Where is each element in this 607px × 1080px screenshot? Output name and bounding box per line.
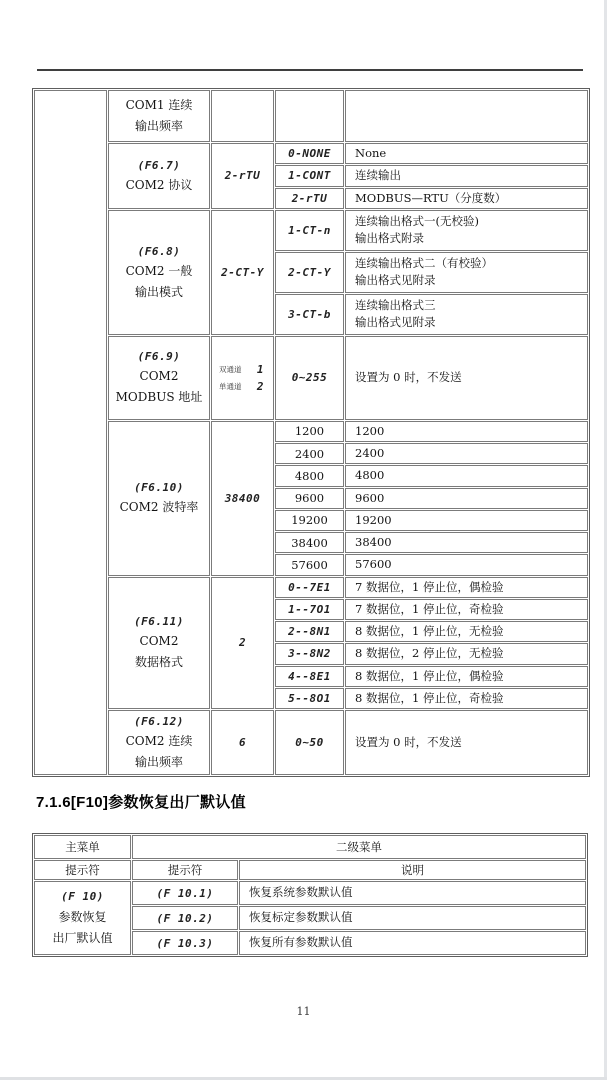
param-name-line: COM2 连续 <box>125 734 193 749</box>
default-cell <box>211 336 274 420</box>
channel-default-row <box>213 378 272 395</box>
option-code-cell: 5--8O1 <box>275 688 344 709</box>
default-cell: 2 <box>211 577 274 710</box>
param-name-line: MODBUS 地址 <box>115 390 203 405</box>
table-row <box>34 881 586 905</box>
table-row <box>34 90 588 142</box>
option-desc-cell: 19200 <box>345 510 588 531</box>
param-code: (F6.9) <box>137 350 181 364</box>
table-row <box>34 577 588 598</box>
param-name-line: 输出频率 <box>134 119 183 133</box>
param-name-cell <box>108 577 210 710</box>
option-code-cell: 4800 <box>275 465 344 486</box>
param-table <box>32 88 590 777</box>
param-name-cell <box>108 336 210 420</box>
option-desc-cell: MODBUS—RTU（分度数） <box>345 188 588 209</box>
table-header-row <box>34 835 586 859</box>
option-code-cell: 3-CT-b <box>275 294 344 335</box>
option-desc-cell: 1200 <box>345 421 588 442</box>
channel-default-row <box>213 361 272 378</box>
option-desc-cell <box>345 90 588 142</box>
option-code-cell: 0-NONE <box>275 143 344 164</box>
table-subheader-row <box>34 860 586 880</box>
table-row <box>34 210 588 251</box>
option-desc-cell: 连续输出 <box>345 165 588 186</box>
channel-label: 双通道 <box>219 364 242 374</box>
option-desc-cell: None <box>345 143 588 164</box>
default-cell <box>211 90 274 142</box>
param-name-cell <box>108 90 210 142</box>
option-desc-cell: 8 数据位，2 停止位，无检验 <box>345 643 588 664</box>
table-row <box>34 421 588 442</box>
param-name-line: 输出频率 <box>134 755 183 770</box>
option-code-cell: 4--8E1 <box>275 666 344 687</box>
option-code-cell: 1--7O1 <box>275 599 344 620</box>
main-menu-header: 主菜单 <box>34 835 131 859</box>
left-spacer-cell <box>34 90 107 775</box>
param-name-line: COM1 连续 <box>125 98 193 112</box>
option-desc-line: 输出格式见附录 <box>355 273 436 288</box>
param-code: (F 10) <box>61 890 104 904</box>
default-cell: 6 <box>211 710 274 775</box>
param-code: (F6.7) <box>137 158 181 172</box>
option-code-cell: 1-CT-n <box>275 210 344 251</box>
option-code-cell <box>275 90 344 142</box>
param-code: (F6.12) <box>134 715 184 728</box>
param-code: (F6.10) <box>134 481 184 494</box>
default-cell: 38400 <box>211 421 274 576</box>
description-cell: 恢复系统参数默认值 <box>239 881 586 905</box>
prompt-header: 提示符 <box>34 860 131 880</box>
table-row <box>34 710 588 775</box>
option-desc-cell: 4800 <box>345 465 588 486</box>
channel-value: 2 <box>256 379 264 393</box>
option-desc-line: 连续输出格式一(无校验) <box>355 214 479 228</box>
prompt-cell: (F 10.3) <box>132 931 238 955</box>
submenu-header: 二级菜单 <box>132 835 586 859</box>
option-code-cell: 3--8N2 <box>275 643 344 664</box>
param-name-line: COM2 <box>139 634 179 649</box>
option-desc-cell: 8 数据位，1 停止位，偶检验 <box>345 666 588 687</box>
restore-defaults-table <box>32 833 588 957</box>
option-code-cell: 19200 <box>275 510 344 531</box>
param-name-line: COM2 <box>139 369 179 384</box>
page-number: 11 <box>296 1005 311 1018</box>
option-desc-line: 输出格式见附录 <box>355 315 436 330</box>
option-code-cell: 1-CONT <box>275 165 344 186</box>
option-desc-cell: 设置为 0 时，不发送 <box>345 710 588 775</box>
description-cell: 恢复所有参数默认值 <box>239 931 586 955</box>
param-name-cell <box>108 710 210 775</box>
param-code: (F6.11) <box>134 615 184 629</box>
option-desc-cell: 9600 <box>345 488 588 509</box>
option-code-cell: 38400 <box>275 532 344 553</box>
param-name-line: COM2 一般 <box>125 263 193 278</box>
option-code-cell: 0~50 <box>275 710 344 775</box>
table-row <box>34 143 588 164</box>
param-name-line: COM2 波特率 <box>119 500 199 515</box>
param-name-cell <box>108 210 210 335</box>
param-name-line: 参数恢复 <box>58 909 107 924</box>
option-desc-cell: 8 数据位，1 停止位，奇检验 <box>345 688 588 709</box>
param-name-line: 数据格式 <box>134 655 183 670</box>
option-code-cell: 0--7E1 <box>275 577 344 598</box>
option-desc-cell: 设置为 0 时，不发送 <box>345 336 588 420</box>
option-desc-cell <box>345 294 588 335</box>
option-desc-line: 连续输出格式三 <box>355 298 436 312</box>
param-name-line: COM2 协议 <box>125 178 193 192</box>
option-desc-cell: 8 数据位，1 停止位，无检验 <box>345 621 588 642</box>
section-heading: 7.1.6[F10]参数恢复出厂默认值 <box>36 794 246 811</box>
option-desc-cell <box>345 210 588 251</box>
option-code-cell: 1200 <box>275 421 344 442</box>
option-desc-cell: 7 数据位，1 停止位，奇检验 <box>345 599 588 620</box>
option-desc-cell <box>345 252 588 293</box>
param-name-line: 输出模式 <box>134 284 183 299</box>
option-desc-cell: 7 数据位，1 停止位，偶检验 <box>345 577 588 598</box>
description-header: 说明 <box>239 860 586 880</box>
option-desc-cell: 57600 <box>345 554 588 575</box>
option-desc-cell: 38400 <box>345 532 588 553</box>
prompt-cell: (F 10.1) <box>132 881 238 905</box>
param-code: (F6.8) <box>137 244 181 258</box>
option-code-cell: 2400 <box>275 443 344 464</box>
option-code-cell: 2-rTU <box>275 188 344 209</box>
option-code-cell: 9600 <box>275 488 344 509</box>
prompt-header: 提示符 <box>132 860 238 880</box>
description-cell: 恢复标定参数默认值 <box>239 906 586 930</box>
header-rule <box>37 69 583 71</box>
prompt-cell: (F 10.2) <box>132 906 238 930</box>
option-desc-line: 输出格式附录 <box>355 231 424 246</box>
param-name-cell <box>108 421 210 576</box>
channel-value: 1 <box>256 362 264 376</box>
option-desc-cell: 2400 <box>345 443 588 464</box>
default-cell: 2-rTU <box>211 143 274 209</box>
option-code-cell: 57600 <box>275 554 344 575</box>
param-name-line: 出厂默认值 <box>52 930 113 945</box>
option-code-cell: 2-CT-Y <box>275 252 344 293</box>
option-desc-line: 连续输出格式二（有校验） <box>355 256 493 270</box>
option-code-cell: 2--8N1 <box>275 621 344 642</box>
main-menu-cell <box>34 881 131 955</box>
param-name-cell <box>108 143 210 209</box>
option-code-cell: 0~255 <box>275 336 344 420</box>
channel-label: 单通道 <box>219 381 242 391</box>
table-row <box>34 336 588 420</box>
default-cell: 2-CT-Y <box>211 210 274 335</box>
